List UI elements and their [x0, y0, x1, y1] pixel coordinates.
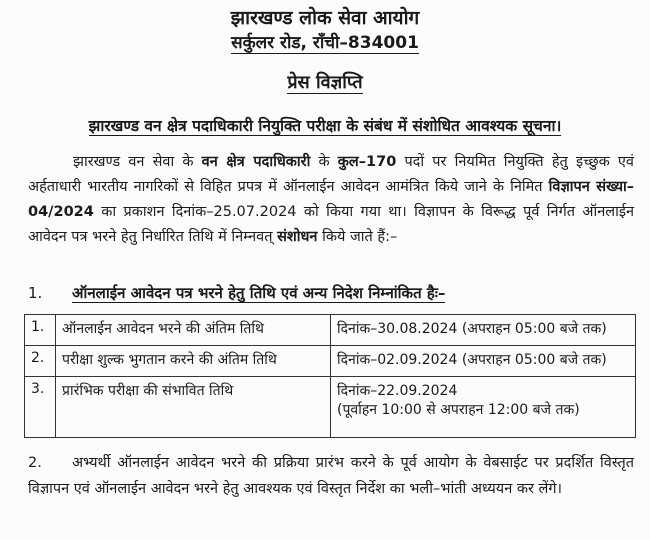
intro-text: झारखण्ड वन सेवा के — [73, 154, 202, 170]
row-label: ऑनलाईन आवेदन भरने की अंतिम तिथि — [56, 315, 331, 346]
point-1-number: 1. — [28, 284, 43, 302]
intro-bold-amendment: संशोधन — [277, 229, 318, 245]
intro-bold-post: वन क्षेत्र पदाधिकारी — [201, 154, 311, 170]
address-text: सर्कुलर रोड, राँची–834001 — [231, 33, 419, 53]
date-line: दिनांक–30.08.2024 (अपराहन 05:00 बजे तक) — [337, 321, 607, 337]
row-serial: 1. — [25, 315, 56, 346]
schedule-table — [24, 314, 636, 438]
row-serial: 3. — [25, 377, 56, 438]
point-1 — [28, 283, 445, 303]
intro-text: का प्रकाशन दिनांक–25.07.2024 को किया गया था। विज्ञापन के विरूद्ध पूर्व निर्गत ऑनलाईन आवेदन पत्र भरने हेतु निर्धारित तिथि में निम्नवत् — [28, 204, 634, 245]
intro-text: के — [310, 154, 338, 170]
organization-name: झारखण्ड लोक सेवा आयोग — [230, 7, 420, 29]
table-row — [25, 377, 636, 438]
intro-text: किये जाते हैं:– — [317, 229, 398, 245]
title-text: प्रेस विज्ञप्ति — [287, 72, 363, 93]
date-line: दिनांक–22.09.2024 — [337, 383, 458, 399]
subject-text: झारखण्ड वन क्षेत्र पदाधिकारी नियुक्ति परीक्षा के संबंध में संशोधित आवश्यक सूचना। — [88, 117, 562, 135]
row-label: परीक्षा शुल्क भुगतान करने की अंतिम तिथि — [56, 346, 331, 377]
table-row — [25, 315, 636, 346]
intro-bold-total: कुल–170 — [337, 154, 397, 170]
row-date — [331, 315, 636, 346]
press-release-title — [0, 70, 650, 94]
point-2-number: 2. — [28, 455, 42, 471]
organization-address — [0, 30, 650, 53]
point-2 — [28, 450, 634, 502]
intro-bold-advt: विज्ञापन संख्या–04/2024 — [28, 179, 634, 220]
notice-subject — [0, 114, 650, 136]
row-label: प्रारंभिक परीक्षा की संभावित तिथि — [56, 377, 331, 438]
row-date — [331, 346, 636, 377]
intro-paragraph — [28, 150, 634, 250]
point-2-text: अभ्यर्थी ऑनलाईन आवेदन भरने की प्रक्रिया प्रारंभ करने के पूर्व आयोग के वेबसाईट पर प्रदर्शित विस्तृत विज्ञापन एवं ऑनलाईन आवेदन भरने हेतु आवश्यक एवं विस्तृत निर्देश का भली–भांती अध्ययन कर लेंगे। — [28, 455, 634, 497]
point-1-heading: ऑनलाईन आवेदन पत्र भरने हेतु तिथि एवं अन्य निदेश निम्नांकित हैः– — [72, 284, 446, 302]
date-line-2: (पूर्वाहन 10:00 से अपराहन 12:00 बजे तक) — [337, 402, 580, 418]
table-row — [25, 346, 636, 377]
row-serial: 2. — [25, 346, 56, 377]
row-date — [331, 377, 636, 438]
intro-text: पदों पर नियमित नियुक्ति हेतु इच्छुक एवं अर्हताधारी भारतीय नागरिकों से विहित प्रपत्र में ऑनलाईन आवेदन आमंत्रित किये जाने के निमित — [28, 154, 634, 195]
date-line: दिनांक–02.09.2024 (अपराहन 05:00 बजे तक) — [337, 352, 607, 368]
